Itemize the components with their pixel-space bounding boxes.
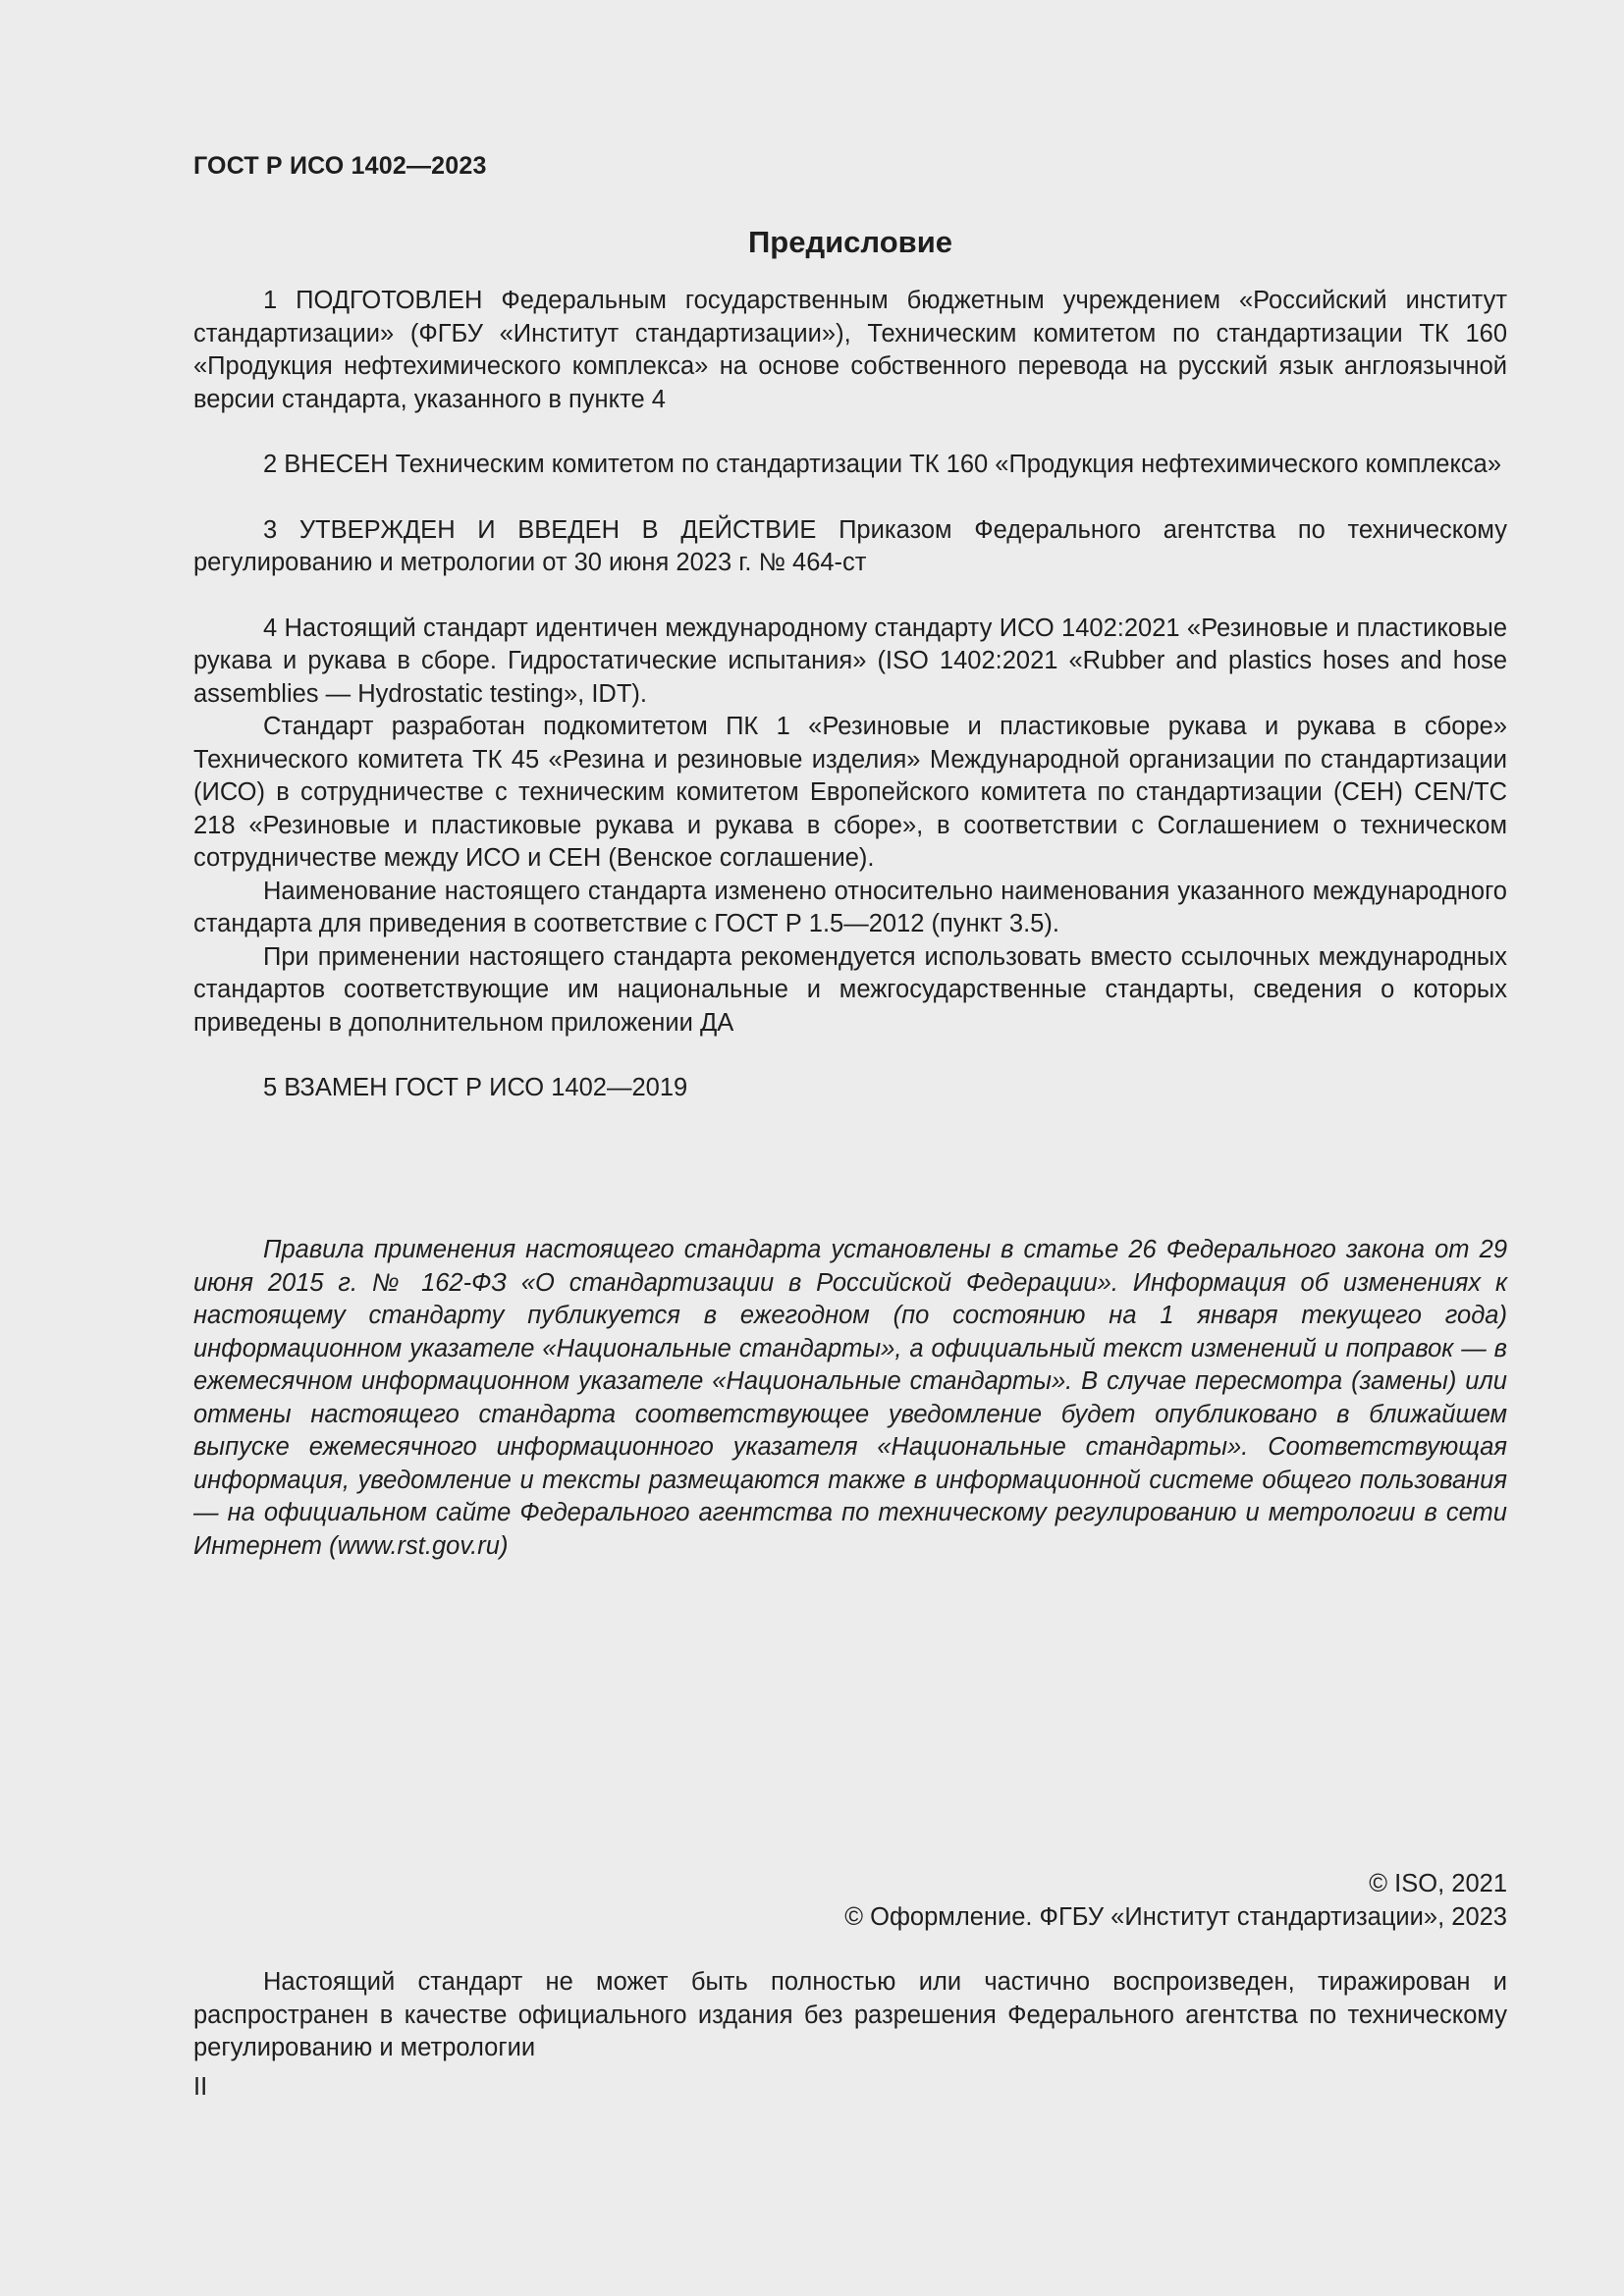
paragraph-4-identical: 4 Настоящий стандарт идентичен международному стандарту ИСО 1402:2021 «Резиновые и пластиковые рукава и рукава в сборе. Гидростатические испытания» (ISO 1402:2021 «Rubber and plastics hoses and hose assemblies — Hydrostatic testing», IDT). [193, 614, 1507, 708]
paragraph-3-approved: 3 УТВЕРЖДЕН И ВВЕДЕН В ДЕЙСТВИЕ Приказом Федерального агентства по техническому регулированию и метрологии от 30 июня 2023 г. № 464-ст [193, 515, 1507, 576]
page-title: Предисловие [747, 225, 952, 259]
copyright-design: © Оформление. ФГБУ «Институт стандартизации», 2023 [844, 1902, 1507, 1931]
paragraph-5-replaces: 5 ВЗАМЕН ГОСТ Р ИСО 1402—2019 [263, 1074, 688, 1101]
foreword-body [193, 285, 1507, 1105]
copyright-block [844, 1868, 1507, 1934]
application-rules-notice: Правила применения настоящего стандарта установлены в статье 26 Федерального закона от 29 июня 2015 г. № 162-ФЗ «О стандартизации в Российской Федерации». Информация об изменениях к настоящему стандарту публикуется в ежегодном (по состоянию на 1 января текущего года) информационном указателе «Национальные стандарты», а официальный текст изменений и поправок — в ежемесячном информационном указателе «Национальные стандарты». В случае пересмотра (замены) или отмены настоящего стандарта соответствующее уведомление будет опубликовано в ближайшем выпуске ежемесячного информационного указателя «Национальные стандарты». Соответствующая информация, уведомление и тексты размещаются также в информационной системе общего пользования — на официальном сайте Федерального агентства по техническому регулированию и метрологии в сети Интернет (www.rst.gov.ru) [193, 1236, 1507, 1560]
paragraph-2-introduced: 2 ВНЕСЕН Техническим комитетом по стандартизации ТК 160 «Продукция нефтехимического комплекса» [263, 451, 1502, 478]
copyright-iso: © ISO, 2021 [1369, 1870, 1507, 1897]
reproduction-notice: Настоящий стандарт не может быть полностью или частично воспроизведен, тиражирован и распространен в качестве официального издания без разрешения Федерального агентства по техническому регулированию и метрологии [193, 1968, 1507, 2061]
paragraph-4-developed: Стандарт разработан подкомитетом ПК 1 «Резиновые и пластиковые рукава и рукава в сборе» Технического комитета ТК 45 «Резина и резиновые изделия» Международной организации по стандартизации (ИСО) в сотрудничестве с техническим комитетом Европейского комитета по стандартизации (СЕН) CEN/TC 218 «Резиновые и пластиковые рукава и рукава в сборе», в соответствии с Соглашением о техническом сотрудничестве между ИСО и СЕН (Венское соглашение). [193, 713, 1507, 872]
paragraph-4-references: При применении настоящего стандарта рекомендуется использовать вместо ссылочных международных стандартов соответствующие им национальные и межгосударственные стандарты, сведения о которых приведены в дополнительном приложении ДА [193, 942, 1507, 1037]
paragraph-4-name-changed: Наименование настоящего стандарта изменено относительно наименования указанного международного стандарта для приведения в соответствие с ГОСТ Р 1.5—2012 (пункт 3.5). [193, 877, 1507, 937]
page-number: II [193, 2073, 208, 2101]
document-header: ГОСТ Р ИСО 1402—2023 [193, 152, 487, 180]
paragraph-1-prepared: 1 ПОДГОТОВЛЕН Федеральным государственным бюджетным учреждением «Российский институт стандартизации» (ФГБУ «Институт стандартизации»), Техническим комитетом по стандартизации ТК 160 «Продукция нефтехимического комплекса» на основе собственного перевода на русский язык англоязычной версии стандарта, указанного в пункте 4 [193, 287, 1507, 413]
